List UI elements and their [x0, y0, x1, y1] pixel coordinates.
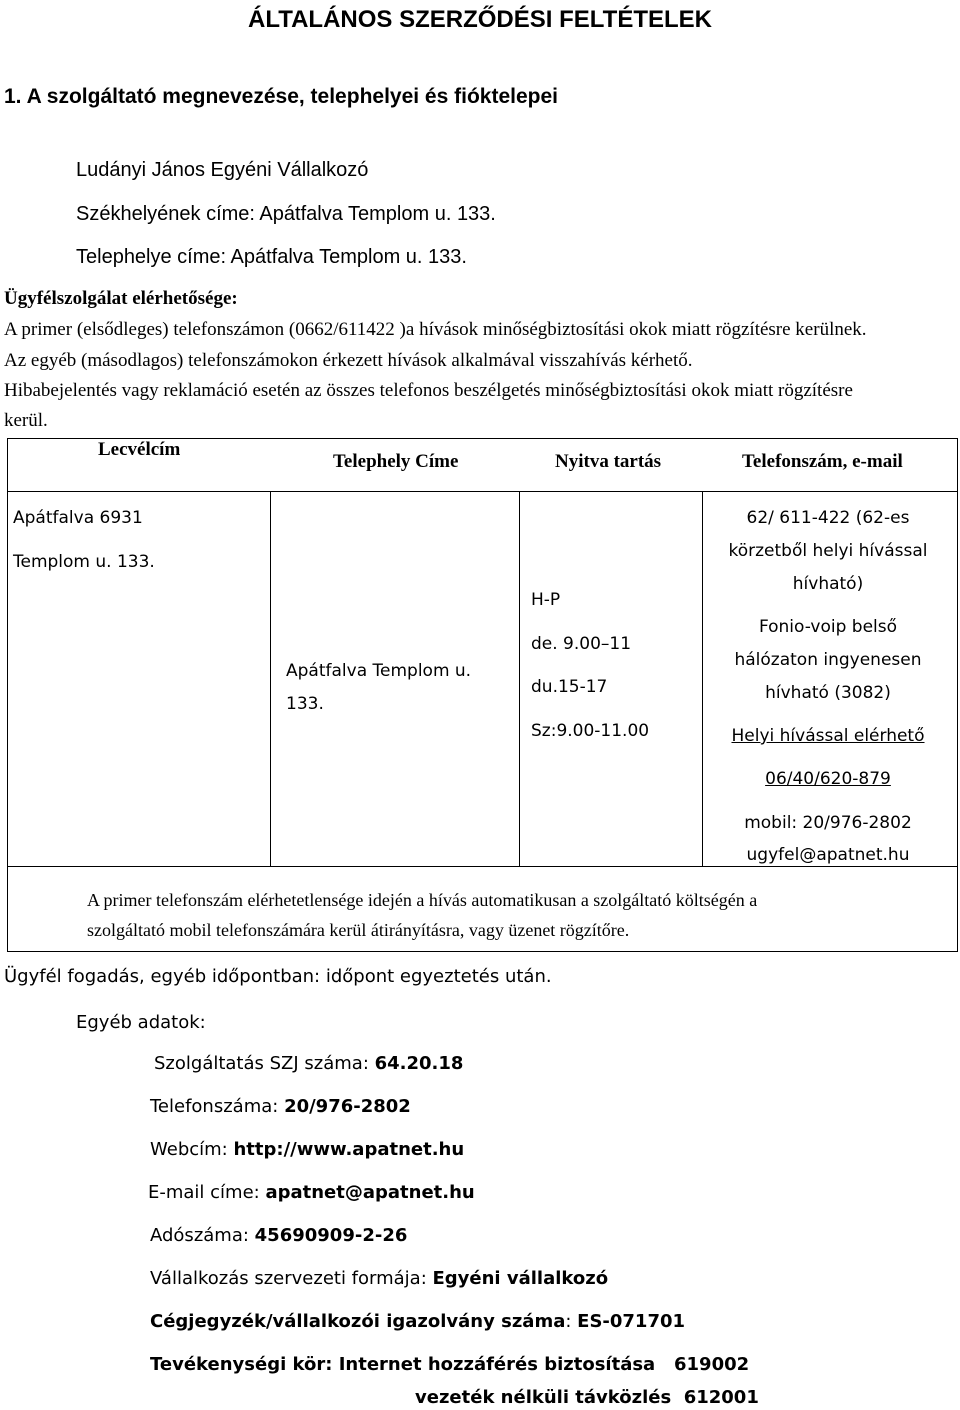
szj-value: 64.20.18: [374, 1053, 464, 1074]
reg-value: ES-071701: [577, 1311, 686, 1332]
reg-separator: :: [565, 1311, 578, 1332]
page-title: ÁLTALÁNOS SZERZŐDÉSI FELTÉTELEK: [248, 6, 712, 33]
hours-saturday: Sz:9.00-11.00: [531, 721, 650, 741]
tax-label: Adószáma:: [150, 1225, 255, 1246]
contact-local-call-text: Helyi hívással elérhető: [731, 726, 925, 746]
service-heading: Ügyfélszolgálat elérhetősége:: [4, 288, 238, 309]
site-address-line-2: 133.: [286, 694, 324, 714]
contact-voip-line-2: hálózaton ingyenesen: [734, 650, 922, 670]
phone-label: Telefonszáma:: [150, 1096, 285, 1117]
header-mail-address: Lecvélcím: [98, 439, 181, 460]
activity-scope-1: Tevékenységi kör: Internet hozzáférés biztosítása 619002: [150, 1354, 750, 1375]
contact-primary-line-1: 62/ 611-422 (62-es: [746, 508, 910, 528]
table-footer-line-2: szolgáltató mobil telefonszámára kerül átirányításra, vagy üzenet rögzítőre.: [87, 920, 630, 940]
szj-label: Szolgáltatás SZJ száma:: [154, 1053, 375, 1074]
contact-email[interactable]: ugyfel@apatnet.hu: [746, 845, 910, 865]
section-heading: 1. A szolgáltató megnevezése, telephelyei és fióktelepei: [4, 85, 558, 108]
other-data-heading: Egyéb adatok:: [76, 1012, 206, 1033]
hours-days: H-P: [531, 590, 561, 610]
table-footer-line-1: A primer telefonszám elérhetetlensége idején a hívás automatikusan a szolgáltató költségén a: [87, 890, 758, 910]
szj-number: [154, 1053, 463, 1074]
column-divider-2: [519, 491, 520, 866]
mail-address-line-2: Templom u. 133.: [13, 552, 155, 572]
contact-local-call: [702, 726, 954, 746]
phone-number: [150, 1096, 411, 1117]
site-address-line-1: Apátfalva Templom u.: [286, 661, 472, 681]
service-paragraph-2: Az egyéb (másodlagos) telefonszámokon érkezett hívások alkalmával visszahívás kérhető.: [4, 350, 693, 371]
phone-value: 20/976-2802: [284, 1096, 411, 1117]
column-divider-1: [270, 491, 271, 866]
service-paragraph-3: Hibabejelentés vagy reklamáció esetén az összes telefonos beszélgetés minőségbiztosítási okok miatt rögzítésre: [4, 380, 853, 401]
header-site-address: Telephely Címe: [333, 451, 459, 472]
mail-address-line-1: Apátfalva 6931: [13, 508, 143, 528]
service-paragraph-1: A primer (elsődleges) telefonszámon (0662/611422 )a hívások minőségbiztosítási okok miatt rögzítésre kerülnek.: [4, 319, 867, 340]
header-opening-hours: Nyitva tartás: [555, 451, 662, 472]
activity-scope-2: vezeték nélküli távközlés 612001: [415, 1387, 759, 1408]
contact-local-number[interactable]: [702, 769, 954, 789]
web-link[interactable]: http://www.apatnet.hu: [233, 1139, 465, 1160]
contact-local-number-text: 06/40/620-879: [765, 769, 891, 789]
registration-number: [150, 1311, 685, 1332]
contact-primary-line-3: hívható): [792, 574, 864, 594]
site-address: Telephelye címe: Apátfalva Templom u. 133.: [76, 246, 467, 268]
contact-voip-line-1: Fonio-voip belső: [758, 617, 898, 637]
form-label: Vállalkozás szervezeti formája:: [150, 1268, 433, 1289]
reg-label: Cégjegyzék/vállalkozói igazolvány száma: [150, 1311, 566, 1332]
email-address: [148, 1182, 475, 1203]
headquarters-address: Székhelyének címe: Apátfalva Templom u. 133.: [76, 203, 496, 225]
tax-number: [150, 1225, 407, 1246]
contact-mobile: mobil: 20/976-2802: [744, 813, 912, 833]
web-address: [150, 1139, 464, 1160]
company-name: Ludányi János Egyéni Vállalkozó: [76, 159, 369, 181]
email-label: E-mail címe:: [148, 1182, 266, 1203]
business-form: [150, 1268, 608, 1289]
hours-morning: de. 9.00–11: [531, 634, 632, 654]
email-link[interactable]: apatnet@apatnet.hu: [265, 1182, 475, 1203]
footer-divider: [8, 866, 957, 867]
contact-primary-line-2: körzetből helyi hívással: [728, 541, 928, 561]
service-paragraph-3-end: kerül.: [4, 410, 48, 431]
header-contact: Telefonszám, e-mail: [742, 451, 903, 472]
tax-value: 45690909-2-26: [254, 1225, 408, 1246]
contact-voip-line-3: hívható (3082): [765, 683, 891, 703]
appointment-note: Ügyfél fogadás, egyéb időpontban: időpont egyeztetés után.: [4, 966, 552, 987]
header-divider: [8, 491, 957, 492]
web-label: Webcím:: [150, 1139, 234, 1160]
hours-afternoon: du.15-17: [531, 677, 608, 697]
form-value: Egyéni vállalkozó: [432, 1268, 609, 1289]
